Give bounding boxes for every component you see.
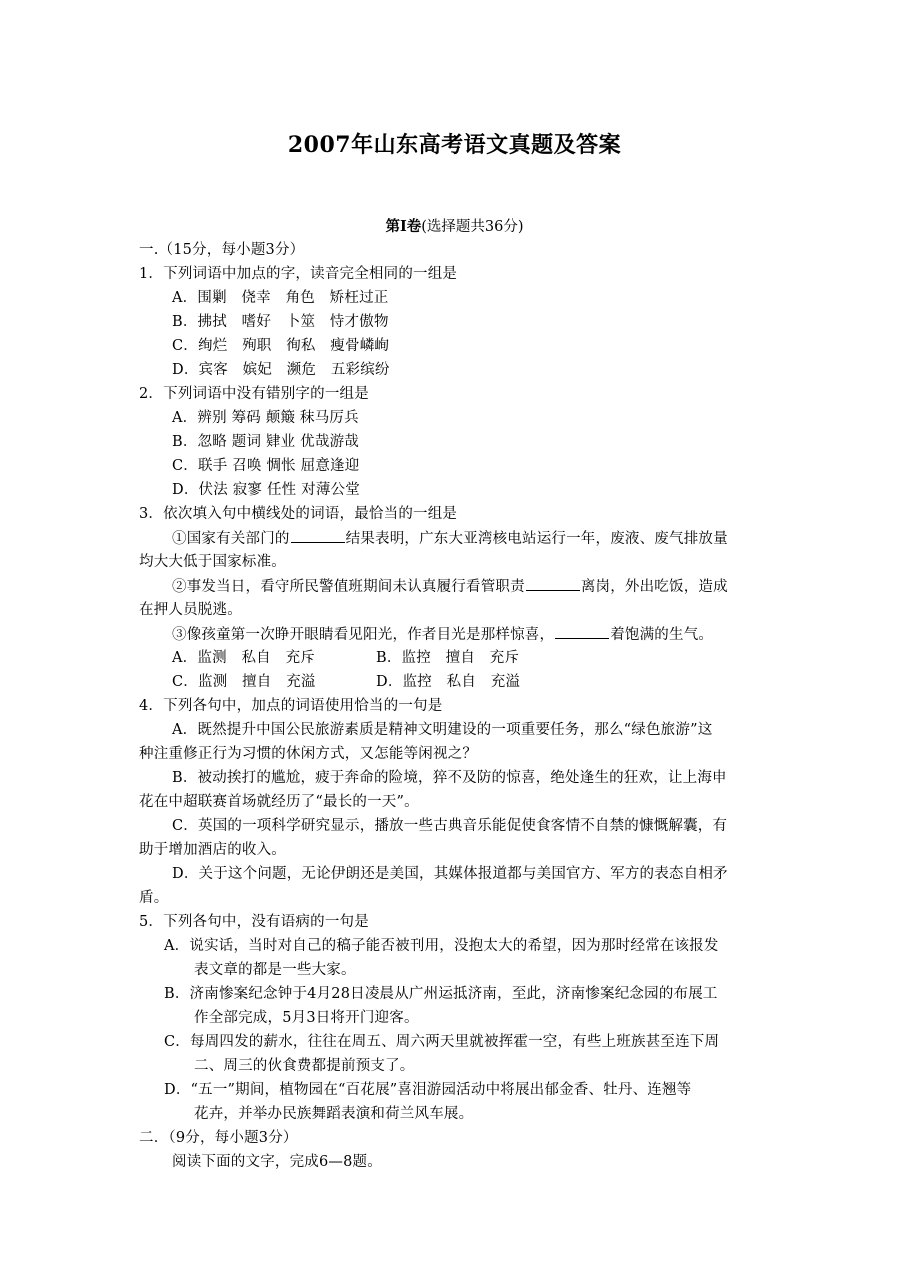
sentence-part: 着饱满的生气。 — [610, 627, 714, 643]
sentence-part: 结果表明，广东大亚湾核电站运行一年，废液、废气排放量 — [345, 531, 728, 547]
option-line: 作全部完成，5月3日将开门迎客。 — [194, 1010, 419, 1026]
sentence-part: ②事发当日，看守所民警值班期间未认真履行看管职责 — [172, 579, 525, 595]
sentence-part: ①国家有关部门的 — [172, 531, 290, 547]
sentence-line — [172, 528, 728, 549]
question-stem: 3．依次填入句中横线处的词语，最恰当的一组是 — [139, 506, 458, 522]
option-line: B．被动挨打的尴尬，疲于奔命的险境，猝不及防的惊喜，绝处逢生的狂欢，让上海申 — [172, 770, 727, 786]
part-heading-bold: 第Ⅰ卷 — [385, 218, 422, 235]
option-line: C．联手 召唤 惆怅 屈意逢迎 — [172, 458, 360, 474]
option-line: 花在中超联赛首场就经历了“最长的一天”。 — [139, 794, 419, 810]
option-line: A．围剿 侥幸 角色 矫枉过正 — [172, 290, 389, 306]
option-line: C．监测 擅自 充溢 — [172, 674, 316, 690]
question-stem: 5．下列各句中，没有语病的一句是 — [139, 914, 369, 930]
option-line: C．英国的一项科学研究显示，播放一些古典音乐能促使食客情不自禁的慷慨解囊，有 — [172, 818, 728, 834]
section-heading: 一.（15分，每小题3分） — [139, 242, 305, 258]
sentence-line — [172, 624, 713, 645]
sentence-line: 在押人员脱逃。 — [139, 602, 242, 618]
sentence-line — [172, 576, 728, 597]
option-line: A．说实话，当时对自己的稿子能否被刊用，没抱太大的希望，因为那时经常在该报发 — [164, 938, 719, 954]
option-line: C．每周四发的薪水，往往在周五、周六两天里就被挥霍一空，有些上班族甚至连下周 — [164, 1034, 720, 1050]
option-line: B．忽略 题词 肄业 优哉游哉 — [172, 434, 359, 450]
option-line: D．“五一”期间，植物园在“百花展”喜泪游园活动中将展出郁金香、牡丹、连翘等 — [164, 1082, 692, 1098]
question-stem: 1．下列词语中加点的字，读音完全相同的一组是 — [139, 266, 458, 282]
page-title: 2007年山东高考语文真题及答案 — [287, 132, 622, 158]
part-heading-rest: (选择题共36分) — [421, 219, 524, 235]
fill-blank — [555, 624, 609, 639]
option-line: 盾。 — [139, 890, 169, 906]
option-line: B．监控 擅自 充斥 — [376, 650, 520, 666]
option-line: C．绚烂 殉职 徇私 瘦骨嶙峋 — [172, 338, 390, 354]
section-heading: 二．（9分，每小题3分） — [139, 1130, 298, 1146]
part-heading — [0, 217, 909, 237]
option-line: A．既然提升中国公民旅游素质是精神文明建设的一项重要任务，那么“绿色旅游”这 — [172, 722, 713, 738]
fill-blank — [526, 576, 580, 591]
option-line: B．济南惨案纪念钟于4月28日凌晨从广州运抵济南，至此，济南惨案纪念园的布展工 — [164, 986, 718, 1002]
option-line: 种注重修正行为习惯的休闲方式，又怎能等闲视之？ — [139, 746, 478, 762]
sentence-part: 离岗，外出吃饭，造成 — [580, 579, 728, 595]
question-stem: 4．下列各句中，加点的词语使用恰当的一句是 — [139, 698, 443, 714]
question-stem: 2．下列词语中没有错别字的一组是 — [139, 386, 369, 402]
option-line: A．辨别 筹码 颠簸 秣马厉兵 — [172, 410, 359, 426]
option-line: D．伏法 寂寥 任性 对薄公堂 — [172, 482, 360, 498]
option-line: D．关于这个问题，无论伊朗还是美国，其媒体报道都与美国官方、军方的表态自相矛 — [172, 866, 728, 882]
fill-blank — [291, 528, 345, 543]
option-line: D．宾客 嫔妃 濒危 五彩缤纷 — [172, 362, 390, 378]
sentence-line: 均大大低于国家标准。 — [139, 554, 286, 570]
option-line: B．拂拭 嗜好 卜筮 恃才傲物 — [172, 314, 389, 330]
option-line: 助于增加酒店的收入。 — [139, 842, 286, 858]
option-line: 花卉，并举办民族舞蹈表演和荷兰风车展。 — [194, 1106, 474, 1122]
option-line: A．监测 私自 充斥 — [172, 650, 315, 666]
sentence-part: ③像孩童第一次睁开眼睛看见阳光，作者目光是那样惊喜， — [172, 627, 555, 643]
instruction-line: 阅读下面的文字，完成6—8题。 — [172, 1154, 382, 1170]
option-line: 表文章的都是一些大家。 — [194, 962, 356, 978]
option-line: 二、周三的伙食费都提前预支了。 — [194, 1058, 415, 1074]
option-line: D．监控 私自 充溢 — [376, 674, 521, 690]
